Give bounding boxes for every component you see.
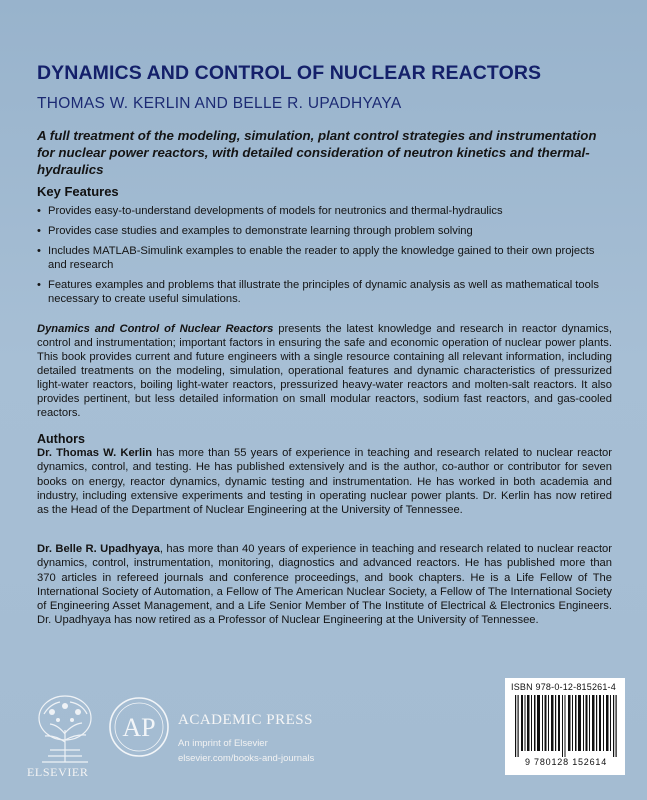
book-title: DYNAMICS AND CONTROL OF NUCLEAR REACTORS [37,62,542,84]
author-name: Dr. Belle R. Upadhyaya [37,543,160,555]
list-item [37,244,612,272]
publisher-url: elsevier.com/books-and-journals [178,753,315,764]
key-features-heading: Key Features [37,184,119,199]
feature-text: Provides case studies and examples to demonstrate learning through problem solving [48,225,473,237]
description-body: presents the latest knowledge and research in reactor dynamics, control and instrumentation; important factors in ensuring the safe and economic operation of nuclear power plants. This book provides current and future engineers with a single resource containing all relevant information, including detailed treatments on the modeling, simulation, operational features and dynamic characteristics of pressurized light-water reactors, boiling light-water reactors, pressurized heavy-water reactors and molten-salt reactors. It also provides pertinent, but less detailed information on small modular reactors, sodium fast reactors, and gas-cooled reactors. [37,323,612,419]
bullet-icon: • [37,225,41,237]
academic-press-logo-icon [107,695,171,759]
list-item [37,204,612,218]
feature-text: Includes MATLAB-Simulink examples to enable the reader to apply the knowledge gained to their own projects and research [48,245,595,271]
elsevier-wordmark: ELSEVIER [27,765,89,779]
isbn-barcode-box [505,678,625,775]
author-name: Dr. Thomas W. Kerlin [37,447,153,459]
author-bio-kerlin [37,446,612,517]
book-description [37,322,612,420]
ap-monogram: AP [122,713,156,742]
author-bio-text: , has more than 40 years of experience in teaching and research related to nuclear reactor dynamics, control, instrumentation, monitoring, diagnostics and advanced reactors. He has published more than 370 articles in refereed journals and conference proceedings, and book chapters. He is a Life Fellow of The International Society of Automation, a Fellow of The American Nuclear Society, a Fellow of The International Society of Engineering Asset Management, and a Life Senior Member of The Institute of Electrical & Electronics Engineers. Dr. Upadhyaya has now retired as a Professor of Nuclear Engineering at the University of Tennessee. [37,543,613,627]
key-features-list [37,204,612,312]
lead-summary: A full treatment of the modeling, simulation, plant control strategies and instrumentation for nuclear power reactors, with detailed consideration of neutron kinetics and thermal-hydraulics [37,128,597,177]
book-authors: THOMAS W. KERLIN AND BELLE R. UPADHYAYA [37,95,402,112]
elsevier-tree-icon [30,690,100,765]
feature-text: Features examples and problems that illustrate the principles of dynamic analysis as well as mathematical tools necessary to create useful simulations. [48,279,599,305]
authors-heading: Authors [37,432,85,446]
imprint-line: An imprint of Elsevier [178,738,268,749]
list-item [37,278,612,306]
description-title: Dynamics and Control of Nuclear Reactors [37,323,274,335]
academic-press-name: ACADEMIC PRESS [178,712,313,728]
bullet-icon: • [37,205,41,217]
isbn-label: ISBN 978-0-12-815261-4 [511,682,616,692]
list-item [37,224,612,238]
feature-text: Provides easy-to-understand developments of models for neutronics and thermal-hydraulics [48,205,503,217]
author-bio-text: has more than 55 years of experience in teaching and research related to nuclear reactor dynamics, control, and testing. He has published extensively and is the author, co-author or contributor for seven books on energy, reactor dynamics, dynamic testing and instrumentation. He has worked in both academia and industry, including extensive experiments and testing in operating nuclear power plants. Dr. Kerlin has now retired as the Head of the Department of Nuclear Engineering at the University of Tennessee. [37,447,612,517]
bullet-icon: • [37,279,41,291]
barcode-digits: 9 780128 152614 [524,757,608,767]
barcode-icon [513,695,619,757]
author-bio-upadhyaya [37,542,612,628]
bullet-icon: • [37,245,41,257]
